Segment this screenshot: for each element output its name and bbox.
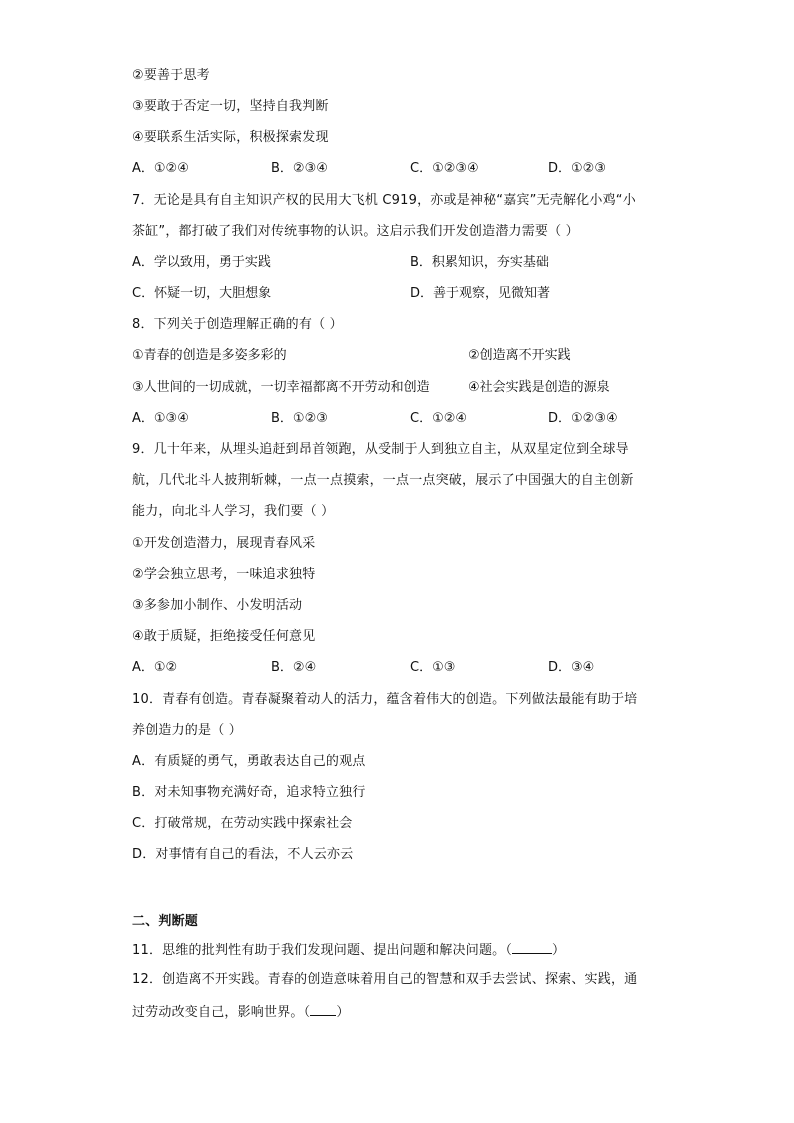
q6-option-b[interactable]: B．②③④ bbox=[271, 161, 328, 176]
section-title-judgement: 二、判断题 bbox=[132, 914, 199, 929]
q10-option-a[interactable]: A．有质疑的勇气，勇敢表达自己的观点 bbox=[132, 754, 366, 769]
q11-text: 11．思维的批判性有助于我们发现问题、提出问题和解决问题。（ bbox=[132, 943, 513, 958]
q12-stem-line-1: 12．创造离不开实践。青春的创造意味着用自己的智慧和双手去尝试、探索、实践，通 bbox=[132, 972, 638, 987]
q6-option-a[interactable]: A．①②④ bbox=[132, 161, 189, 176]
q10-stem-line-1: 10．青春有创造。青春凝聚着动人的活力，蕴含着伟大的创造。下列做法最能有助于培 bbox=[132, 692, 638, 707]
q9-option-b[interactable]: B．②④ bbox=[271, 660, 317, 675]
q8-option-a[interactable]: A．①③④ bbox=[132, 411, 189, 426]
q10-stem-line-2: 养创造力的是（ ） bbox=[132, 723, 242, 738]
q7-option-a[interactable]: A．学以致用，勇于实践 bbox=[132, 255, 271, 270]
q11-statement bbox=[132, 939, 565, 961]
q11-answer-blank[interactable] bbox=[512, 939, 552, 954]
q10-option-b[interactable]: B．对未知事物充满好奇，追求特立独行 bbox=[132, 785, 366, 800]
q11-close-paren: ） bbox=[552, 943, 566, 958]
q7-option-c[interactable]: C．怀疑一切，大胆想象 bbox=[132, 286, 272, 301]
q6-statement-3: ③要敢于否定一切，坚持自我判断 bbox=[132, 99, 329, 114]
q9-stem-line-2: 航，几代北斗人披荆斩棘，一点一点摸索，一点一点突破，展示了中国强大的自主创新 bbox=[132, 473, 634, 488]
q9-option-a[interactable]: A．①② bbox=[132, 660, 178, 675]
q12-close-paren: ） bbox=[336, 1005, 350, 1020]
q6-statement-4: ④要联系生活实际，积极探索发现 bbox=[132, 130, 329, 145]
q8-option-d[interactable]: D．①②③④ bbox=[548, 411, 618, 426]
q8-statement-4: ④社会实践是创造的源泉 bbox=[468, 380, 610, 395]
q9-option-d[interactable]: D．③④ bbox=[548, 660, 595, 675]
q6-statement-2: ②要善于思考 bbox=[132, 68, 210, 83]
q9-statement-1: ①开发创造潜力，展现青春风采 bbox=[132, 536, 316, 551]
q8-stem: 8．下列关于创造理解正确的有（ ） bbox=[132, 317, 343, 332]
q9-option-c[interactable]: C．①③ bbox=[410, 660, 456, 675]
q10-option-c[interactable]: C．打破常规，在劳动实践中探索社会 bbox=[132, 816, 353, 831]
q7-option-b[interactable]: B．积累知识，夯实基础 bbox=[410, 255, 549, 270]
q8-statement-1: ①青春的创造是多姿多彩的 bbox=[132, 348, 287, 363]
q9-stem-line-3: 能力，向北斗人学习，我们要（ ） bbox=[132, 504, 335, 519]
q7-stem-line-1: 7．无论是具有自主知识产权的民用大飞机 C919，亦或是神秘“嘉宾”无壳解化小鸡“小 bbox=[132, 193, 636, 208]
q8-option-b[interactable]: B．①②③ bbox=[271, 411, 328, 426]
q6-option-c[interactable]: C．①②③④ bbox=[410, 161, 479, 176]
q9-statement-3: ③多参加小制作、小发明活动 bbox=[132, 598, 303, 613]
q12-stem-line-2 bbox=[132, 1001, 350, 1023]
q12-answer-blank[interactable] bbox=[310, 1001, 336, 1016]
q7-stem-line-2: 茶缸”，都打破了我们对传统事物的认识。这启示我们开发创造潜力需要（ ） bbox=[132, 224, 579, 239]
q9-statement-2: ②学会独立思考，一味追求独特 bbox=[132, 567, 316, 582]
q8-statement-2: ②创造离不开实践 bbox=[468, 348, 571, 363]
q12-text: 过劳动改变自己，影响世界。（ bbox=[132, 1005, 311, 1020]
q9-stem-line-1: 9．几十年来，从埋头追赶到昂首领跑，从受制于人到独立自主，从双星定位到全球导 bbox=[132, 442, 629, 457]
q9-statement-4: ④敢于质疑，拒绝接受任何意见 bbox=[132, 629, 316, 644]
q6-option-d[interactable]: D．①②③ bbox=[548, 161, 606, 176]
q8-statement-3: ③人世间的一切成就，一切幸福都离不开劳动和创造 bbox=[132, 380, 430, 395]
q8-option-c[interactable]: C．①②④ bbox=[410, 411, 468, 426]
q7-option-d[interactable]: D．善于观察，见微知著 bbox=[410, 286, 551, 301]
q10-option-d[interactable]: D．对事情有自己的看法，不人云亦云 bbox=[132, 847, 354, 862]
